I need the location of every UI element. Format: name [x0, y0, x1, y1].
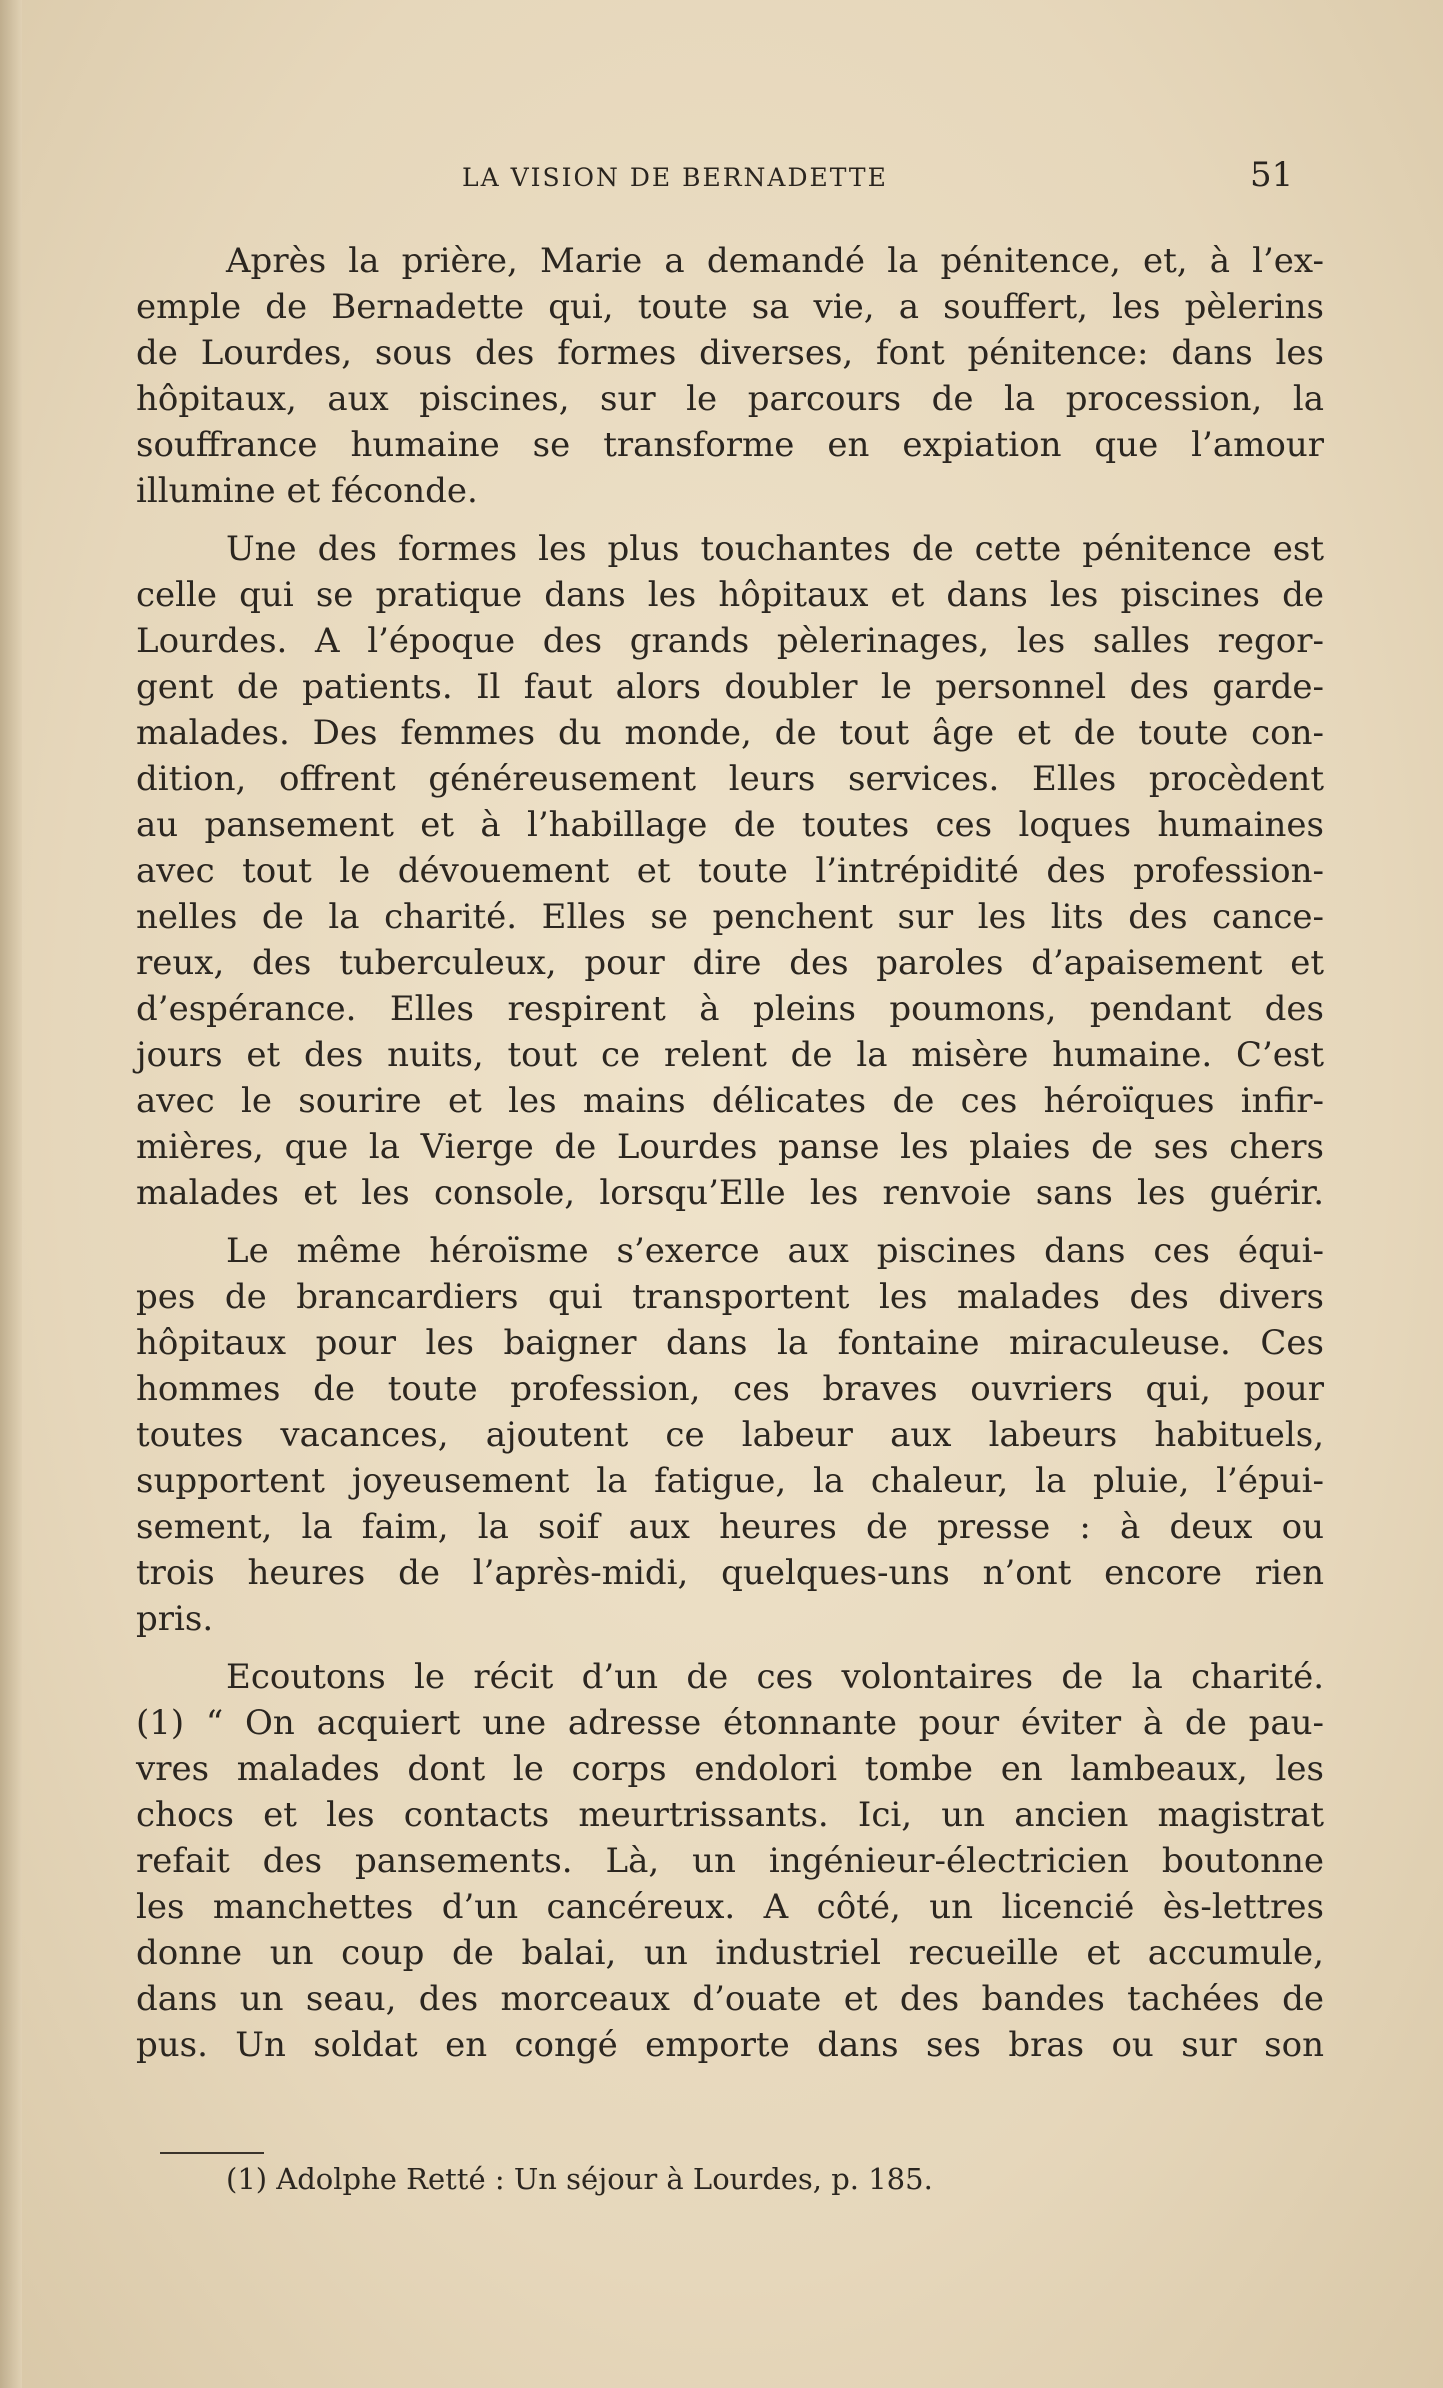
text-line: emple de Bernadette qui, toute sa vie, a souffert, les pèlerins — [136, 287, 1324, 327]
text-line: hôpitaux pour les baigner dans la fontaine miraculeuse. Ces — [136, 1323, 1324, 1363]
text-line: Après la prière, Marie a demandé la pénitence, et, à l’ex- — [226, 241, 1324, 281]
text-line: dans un seau, des morceaux d’ouate et des bandes tachées de — [136, 1979, 1324, 2019]
text-line: les manchettes d’un cancéreux. A côté, un licencié ès-lettres — [136, 1887, 1324, 1927]
footnote: (1) Adolphe Retté : Un séjour à Lourdes, p. 185. — [226, 2162, 933, 2196]
text-line: au pansement et à l’habillage de toutes ces loques humaines — [136, 805, 1324, 845]
text-line: pus. Un soldat en congé emporte dans ses bras ou sur son — [136, 2025, 1324, 2065]
running-title: LA VISION DE BERNADETTE — [462, 163, 888, 192]
text-line: pes de brancardiers qui transportent les malades des divers — [136, 1277, 1324, 1317]
text-line: donne un coup de balai, un industriel recueille et accumule, — [136, 1933, 1324, 1973]
page-header — [0, 155, 1443, 205]
text-line: celle qui se pratique dans les hôpitaux et dans les piscines de — [136, 575, 1324, 615]
text-line: avec le sourire et les mains délicates de ces héroïques infir- — [136, 1081, 1324, 1121]
text-line: souffrance humaine se transforme en expiation que l’amour — [136, 425, 1324, 465]
page-spine-shadow — [0, 0, 22, 2388]
text-line: nelles de la charité. Elles se penchent sur les lits des cance- — [136, 897, 1324, 937]
text-line: Lourdes. A l’époque des grands pèlerinages, les salles regor- — [136, 621, 1324, 661]
text-line: hôpitaux, aux piscines, sur le parcours de la procession, la — [136, 379, 1324, 419]
text-line: toutes vacances, ajoutent ce labeur aux labeurs habituels, — [136, 1415, 1324, 1455]
text-line: vres malades dont le corps endolori tombe en lambeaux, les — [136, 1749, 1324, 1789]
text-line: Ecoutons le récit d’un de ces volontaires de la charité. — [226, 1657, 1324, 1697]
text-line: supportent joyeusement la fatigue, la chaleur, la pluie, l’épui- — [136, 1461, 1324, 1501]
text-line: Le même héroïsme s’exerce aux piscines dans ces équi- — [226, 1231, 1324, 1271]
text-line: mières, que la Vierge de Lourdes panse les plaies de ses chers — [136, 1127, 1324, 1167]
text-line: sement, la faim, la soif aux heures de presse : à deux ou — [136, 1507, 1324, 1547]
text-line: Une des formes les plus touchantes de cette pénitence est — [226, 529, 1324, 569]
paragraph-4 — [136, 1654, 1324, 2068]
text-line: trois heures de l’après-midi, quelques-uns n’ont encore rien — [136, 1553, 1324, 1593]
text-line: jours et des nuits, tout ce relent de la misère humaine. C’est — [136, 1035, 1324, 1075]
text-line: malades. Des femmes du monde, de tout âge et de toute con- — [136, 713, 1324, 753]
text-line: d’espérance. Elles respirent à pleins poumons, pendant des — [136, 989, 1324, 1029]
text-line: illumine et féconde. — [136, 471, 478, 511]
text-line: hommes de toute profession, ces braves ouvriers qui, pour — [136, 1369, 1324, 1409]
text-line: malades et les console, lorsqu’Elle les renvoie sans les guérir. — [136, 1173, 1324, 1213]
footnote-divider — [160, 2152, 264, 2154]
paragraph-2 — [136, 526, 1324, 1216]
text-line: chocs et les contacts meurtrissants. Ici, un ancien magistrat — [136, 1795, 1324, 1835]
paragraph-3 — [136, 1228, 1324, 1642]
text-line: refait des pansements. Là, un ingénieur-électricien boutonne — [136, 1841, 1324, 1881]
text-line: avec tout le dévouement et toute l’intrépidité des profession- — [136, 851, 1324, 891]
paragraph-1 — [136, 238, 1324, 514]
text-line: reux, des tuberculeux, pour dire des paroles d’apaisement et — [136, 943, 1324, 983]
text-line: de Lourdes, sous des formes diverses, font pénitence: dans les — [136, 333, 1324, 373]
text-line: dition, offrent généreusement leurs services. Elles procèdent — [136, 759, 1324, 799]
text-line: (1) “ On acquiert une adresse étonnante pour éviter à de pau- — [136, 1703, 1324, 1743]
page-number: 51 — [1250, 155, 1294, 195]
text-line: pris. — [136, 1599, 214, 1639]
body-text — [136, 238, 1324, 2080]
text-line: gent de patients. Il faut alors doubler le personnel des garde- — [136, 667, 1324, 707]
